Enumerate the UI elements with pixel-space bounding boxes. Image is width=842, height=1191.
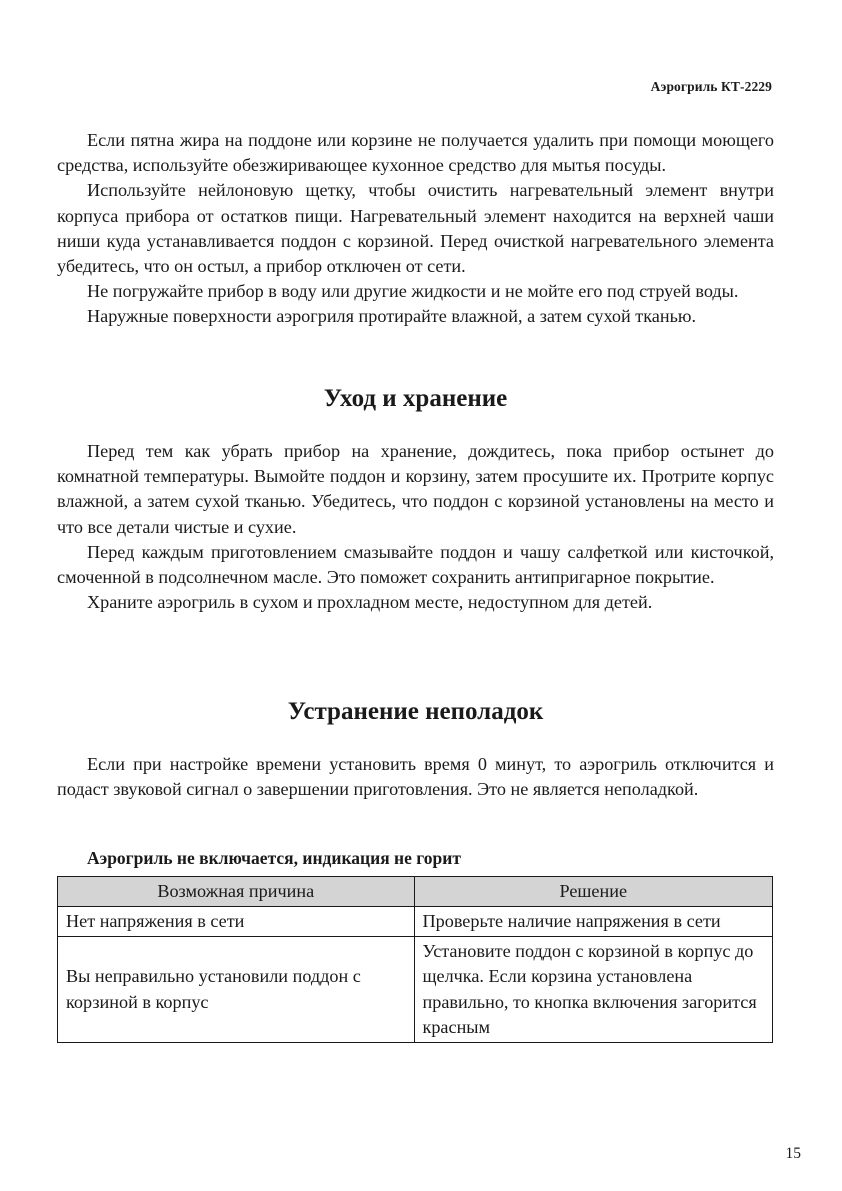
- paragraph: Не погружайте прибор в воду или другие жидкости и не мойте его под струей воды.: [87, 281, 739, 302]
- cause-cell: Нет напряжения в сети: [58, 907, 415, 937]
- page-number: 15: [785, 1145, 801, 1162]
- table-row: [58, 937, 773, 1043]
- column-header-cause: Возможная причина: [58, 877, 415, 907]
- table-row: [58, 907, 773, 937]
- paragraph: Перед тем как убрать прибор на хранение, дождитесь, пока прибор остынет до комнатной температуры. Вымойте поддон и корзину, затем просушите их. Протрите корпус влажной, а затем сухой тканью. Убедитесь, что поддон с корзиной установлены на место и что все детали чистые и сухие.: [57, 441, 774, 537]
- section-title-care: Уход и хранение: [323, 385, 508, 412]
- solution-cell: Установите поддон с корзиной в корпус до щелчка. Если корзина установлена правильно, то кнопка включения загорится красным: [414, 937, 773, 1043]
- paragraph: Используйте нейлоновую щетку, чтобы очистить нагревательный элемент внутри корпуса прибора от остатков пищи. Нагревательный элемент находится на верхней чаши ниши куда устанавливается поддон с корзиной. Перед очисткой нагревательного элемента убедитесь, что он остыл, а прибор отключен от сети.: [57, 180, 774, 277]
- solution-cell: Проверьте наличие напряжения в сети: [414, 907, 773, 937]
- running-header: Аэрогриль КТ-2229: [650, 79, 772, 94]
- table-header-row: [58, 877, 773, 907]
- paragraph: Храните аэрогриль в сухом и прохладном месте, недоступном для детей.: [87, 592, 653, 613]
- column-header-solution: Решение: [414, 877, 773, 907]
- cause-cell: Вы неправильно установили поддон с корзиной в корпус: [58, 937, 415, 1043]
- table-caption: Аэрогриль не включается, индикация не горит: [87, 848, 461, 868]
- paragraph: Если при настройке времени установить время 0 минут, то аэрогриль отключится и подаст звуковой сигнал о завершении приготовления. Это не является неполадкой.: [57, 754, 774, 800]
- paragraph: Если пятна жира на поддоне или корзине не получается удалить при помощи моющего средства, используйте обезжиривающее кухонное средство для мытья посуды.: [57, 130, 774, 176]
- troubleshooting-table: [57, 876, 773, 1043]
- paragraph: Наружные поверхности аэрогриля протирайте влажной, а затем сухой тканью.: [87, 306, 697, 327]
- section-title-troubleshooting: Устранение неполадок: [287, 698, 544, 725]
- cleaning-section: [57, 128, 774, 330]
- paragraph: Перед каждым приготовлением смазывайте поддон и чашу салфеткой или кисточкой, смоченной в подсолнечном масле. Это поможет сохранить антипригарное покрытие.: [57, 541, 774, 588]
- care-section: [57, 439, 774, 615]
- troubleshooting-section: [57, 752, 774, 802]
